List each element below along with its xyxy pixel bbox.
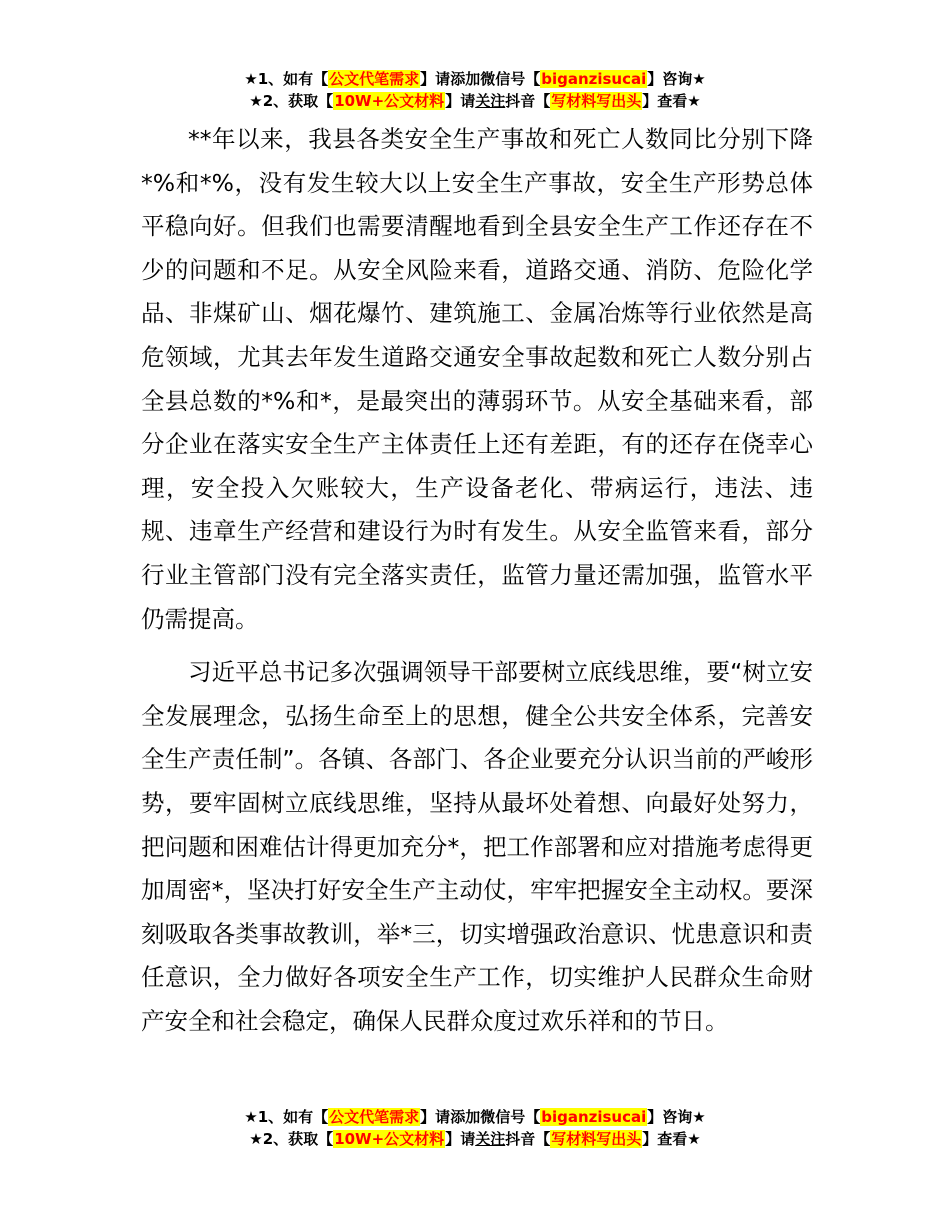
- promo-text: 】查看★: [642, 1130, 701, 1148]
- promo-line-2: [0, 90, 950, 112]
- promo-text: 微信号【: [480, 70, 541, 88]
- promo-text: 1、如有【: [257, 70, 329, 88]
- promo-line-2: [0, 1128, 950, 1150]
- promo-emphasis: 添加: [450, 70, 481, 88]
- promo-text: 抖音【: [505, 92, 551, 110]
- promo-text: 抖音【: [505, 1130, 551, 1148]
- star-icon: ★: [244, 1108, 258, 1126]
- promo-text: 】请: [420, 70, 451, 88]
- promo-line-1: [0, 68, 950, 90]
- promo-text: 】查看★: [642, 92, 701, 110]
- highlight-douyin-account: 写材料写出头: [551, 92, 642, 110]
- bottom-promo-banner: [0, 1106, 950, 1150]
- star-icon: ★: [249, 1130, 263, 1148]
- promo-text: 】请: [445, 92, 476, 110]
- body-paragraph-1: **年以来，我县各类安全生产事故和死亡人数同比分别下降*%和*%，没有发生较大以上安全生产事故，安全生产形势总体平稳向好。但我们也需要清醒地看到全县安全生产工作还存在不少的问题和不足。从安全风险来看，道路交通、消防、危险化学品、非煤矿山、烟花爆竹、建筑施工、金属冶炼等行业依然是高危领域，尤其去年发生道路交通安全事故起数和死亡人数分别占全县总数的*%和*，是最突出的薄弱环节。从安全基础来看，部分企业在落实安全生产主体责任上还有差距，有的还存在侥幸心理，安全投入欠账较大，生产设备老化、带病运行，违法、违规、违章生产经营和建设行为时有发生。从安全监管来看，部分行业主管部门没有完全落实责任，监管力量还需加强，监管水平仍需提高。: [141, 125, 813, 633]
- promo-text: 】请: [445, 1130, 476, 1148]
- promo-text: 】咨询★: [647, 70, 706, 88]
- promo-text: 】咨询★: [647, 1108, 706, 1126]
- star-icon: ★: [249, 92, 263, 110]
- promo-text: 2、获取【: [262, 92, 334, 110]
- highlight-materials: 10W+公文材料: [334, 92, 445, 110]
- highlight-douyin-account: 写材料写出头: [551, 1130, 642, 1148]
- promo-emphasis: 关注: [475, 92, 506, 110]
- body-paragraph-2: 习近平总书记多次强调领导干部要树立底线思维，要“树立安全发展理念，弘扬生命至上的思想，健全公共安全体系，完善安全生产责任制”。各镇、各部门、各企业要充分认识当前的严峻形势，要牢固树立底线思维，坚持从最坏处着想、向最好处努力，把问题和困难估计得更加充分*，把工作部署和应对措施考虑得更加周密*，坚决打好安全生产主动仗，牢牢把握安全主动权。要深刻吸取各类事故教训，举*三，切实增强政治意识、忧患意识和责任意识，全力做好各项安全生产工作，切实维护人民群众生命财产安全和社会稳定，确保人民群众度过欢乐祥和的节日。: [141, 658, 813, 1035]
- highlight-service: 公文代笔需求: [329, 1108, 420, 1126]
- promo-text: 】请: [420, 1108, 451, 1126]
- document-body: [141, 118, 813, 1043]
- top-promo-banner: [0, 68, 950, 112]
- promo-emphasis: 添加: [450, 1108, 481, 1126]
- promo-text: 2、获取【: [262, 1130, 334, 1148]
- promo-emphasis: 关注: [475, 1130, 506, 1148]
- highlight-wechat-id: biganzisucai: [541, 1108, 647, 1126]
- promo-text: 1、如有【: [257, 1108, 329, 1126]
- promo-text: 微信号【: [480, 1108, 541, 1126]
- star-icon: ★: [244, 70, 258, 88]
- highlight-wechat-id: biganzisucai: [541, 70, 647, 88]
- highlight-materials: 10W+公文材料: [334, 1130, 445, 1148]
- promo-line-1: [0, 1106, 950, 1128]
- highlight-service: 公文代笔需求: [329, 70, 420, 88]
